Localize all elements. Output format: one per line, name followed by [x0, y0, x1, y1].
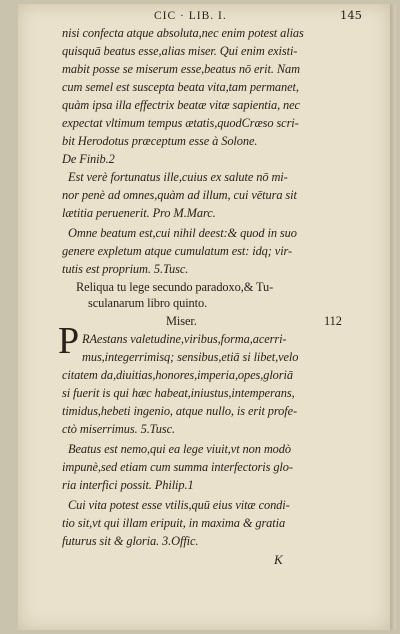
text-line: bit Herodotus præceptum esse à Solone.	[62, 134, 258, 148]
text-line: Est verè fortunatus ille,cuius ex salute nō mi-	[68, 170, 288, 184]
text-line: nisi confecta atque absoluta,nec enim potest alias	[62, 26, 304, 40]
text-line: tio sit,vt qui illam eripuit, in maxima & gratia	[62, 516, 286, 530]
text-line: nor penè ad omnes,quàm ad illum, cui vētura sit	[62, 188, 297, 202]
section-heading: Miser.	[166, 314, 197, 328]
citation: De Finib.2	[62, 152, 115, 166]
catchword: K	[274, 552, 283, 567]
text-line: cum semel est suscepta beata vita,tam permanet,	[62, 80, 299, 94]
text-line: Beatus est nemo,qui ea lege viuit,vt non modò	[68, 442, 291, 456]
book-page	[18, 4, 390, 630]
text-line: citatem da,diuitias,honores,imperia,opes,gloriā	[62, 368, 293, 382]
drop-cap: P	[58, 320, 80, 362]
text-line: timidus,hebeti ingenio, atque nullo, is erit profe-	[62, 404, 297, 418]
text-line: ctò miserrimus. 5.Tusc.	[62, 422, 176, 436]
text-line: si fuerit is qui hæc habeat,iniustus,intemperans,	[62, 386, 295, 400]
text-line: ria interfici possit. Philip.1	[62, 478, 194, 492]
text-line: Cui vita potest esse vtilis,quū eius vitæ condi-	[68, 498, 290, 512]
text-line: genere expletum atque cumulatum est: idq; vir-	[62, 244, 293, 258]
section-number: 112	[324, 314, 342, 328]
text-line: tutis est proprium. 5.Tusc.	[62, 262, 189, 276]
text-line: mabit posse se miserum esse,beatus nō erit. Nam	[62, 62, 300, 76]
text-line: quàm ipsa illa effectrix beatæ vitæ sapientia, nec	[62, 98, 300, 112]
text-line: mus,integerrimisq; sensibus,etiā si libet,velo	[82, 350, 299, 364]
text-line: Omne beatum est,cui nihil deest:& quod in suo	[68, 226, 297, 240]
text-line: lætitia peruenerit. Pro M.Marc.	[62, 206, 216, 220]
text-line: futurus sit & gloria. 3.Offic.	[62, 534, 199, 548]
page-number: 145	[340, 8, 362, 22]
text-line: impunè,sed etiam cum summa interfectoris glo-	[62, 460, 293, 474]
text-line: RAestans valetudine,viribus,forma,acerri-	[82, 332, 287, 346]
running-head: CIC · LIB. I.	[154, 10, 227, 22]
text-line: expectat vltimum tempus ætatis,quodCræso scri-	[62, 116, 299, 130]
text-line: quisquā beatus esse,alias miser. Qui enim existi-	[62, 44, 298, 58]
note-line: sculanarum libro quinto.	[88, 296, 208, 310]
note-line: Reliqua tu lege secundo paradoxo,& Tu-	[76, 280, 274, 294]
